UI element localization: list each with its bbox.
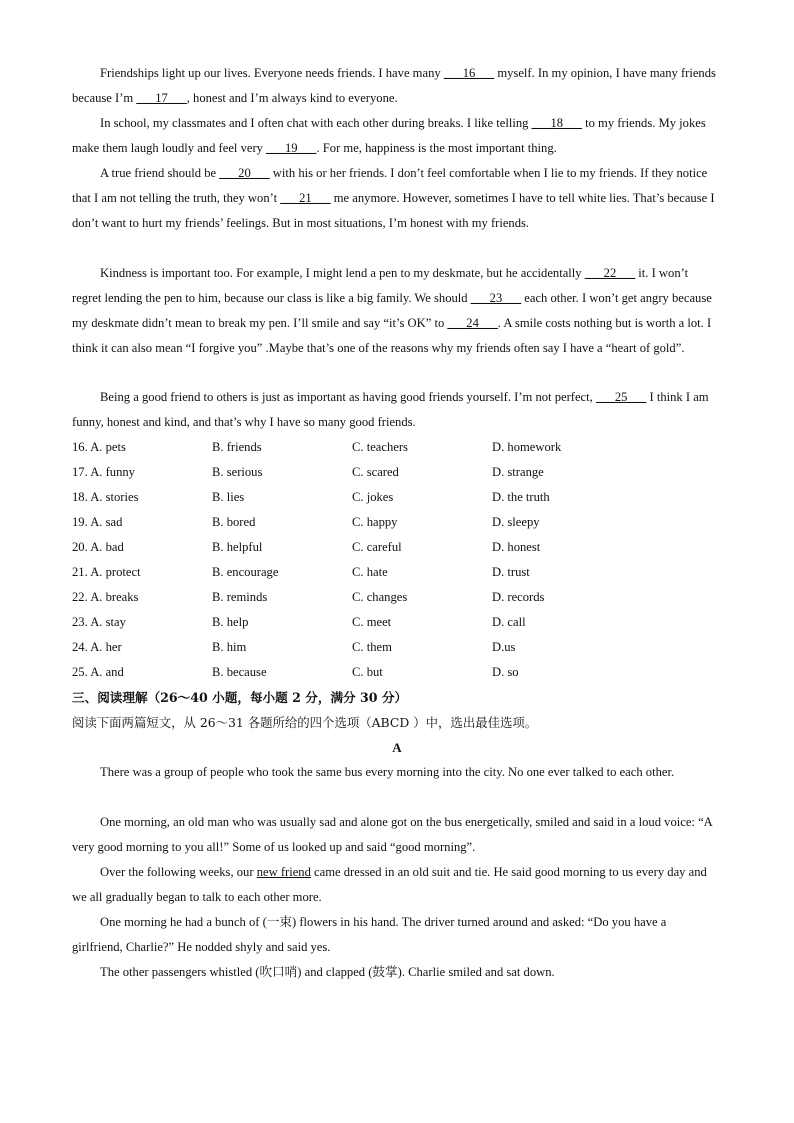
blank-19: ___19___ <box>266 141 317 155</box>
option-b: B. encourage <box>212 565 279 579</box>
text: In school, my classmates and I often chat with each other during breaks. I like telling <box>100 116 532 130</box>
option-c: C. them <box>352 640 392 654</box>
option-d: D. strange <box>492 465 544 479</box>
option-d: D. records <box>492 590 545 604</box>
option-c: C. scared <box>352 465 399 479</box>
option-d: D. the truth <box>492 490 550 504</box>
text: I think I am funny, honest and kind, and that’s why I have so many good friends. <box>72 390 709 429</box>
option-d: D. homework <box>492 440 562 454</box>
text: , honest and I’m always kind to everyone. <box>186 91 398 105</box>
option-c: C. hate <box>352 565 388 579</box>
blank-17: ___17___ <box>136 91 187 105</box>
option-b: B. friends <box>212 440 262 454</box>
option-a: 20. A. bad <box>72 540 124 554</box>
text: with his or her friends. I don’t feel comfortable when I lie to my friends. If they notice that I am not telling the truth, they won’t <box>72 166 708 205</box>
text: each other. I won’t get angry because my deskmate didn’t mean to break my pen. I’ll smile and say “it’s OK” to <box>72 291 712 330</box>
option-a: 25. A. and <box>72 665 124 679</box>
section-instruction: 阅读下面两篇短文，从 26～31 各题所给的四个选项（ABCD ）中，选出最佳选项。 <box>72 715 538 730</box>
blank-25: ___25___ <box>595 390 647 404</box>
option-d: D. call <box>492 615 526 629</box>
passage-paragraph-5 <box>72 385 720 435</box>
option-c: C. teachers <box>352 440 408 454</box>
option-d: D.us <box>492 640 516 654</box>
option-b: B. because <box>212 665 267 679</box>
option-b: B. serious <box>212 465 263 479</box>
blank-23: ___23___ <box>470 291 522 305</box>
option-a: 24. A. her <box>72 640 122 654</box>
text: Kindness is important too. For example, I might lend a pen to my deskmate, but he accidentally <box>100 266 585 280</box>
option-a: 17. A. funny <box>72 465 135 479</box>
passage-paragraph-2 <box>72 111 720 161</box>
blank-21: ___21___ <box>280 191 331 205</box>
option-a: 22. A. breaks <box>72 590 139 604</box>
text: it. I won’t regret lending the pen to him, because our class is like a big family. We should <box>72 266 689 305</box>
option-c: C. careful <box>352 540 402 554</box>
option-c: C. happy <box>352 515 398 529</box>
option-d: D. honest <box>492 540 541 554</box>
reading-paragraph-4: One morning he had a bunch of (一束) flowers in his hand. The driver turned around and asked: “Do you have a girlfriend, Charlie?” He nodded shyly and said yes. <box>72 915 667 954</box>
option-c: C. meet <box>352 615 392 629</box>
underlined-phrase: new friend <box>256 865 311 879</box>
option-a: 21. A. protect <box>72 565 141 579</box>
text: . For me, happiness is the most important thing. <box>316 141 557 155</box>
option-a: 16. A. pets <box>72 440 126 454</box>
reading-paragraph-3 <box>72 860 720 910</box>
blank-18: ___18___ <box>531 116 582 130</box>
blank-24: ___24___ <box>447 316 498 330</box>
reading-paragraph-5: The other passengers whistled (吹口哨) and clapped (鼓掌). Charlie smiled and sat down. <box>100 965 555 979</box>
blank-16: ___16___ <box>443 66 495 80</box>
text: A true friend should be <box>100 166 220 180</box>
blank-22: ___22___ <box>584 266 636 280</box>
option-d: D. trust <box>492 565 530 579</box>
passage-paragraph-4 <box>72 261 720 361</box>
option-a: 23. A. stay <box>72 615 126 629</box>
passage-paragraph-3 <box>72 161 720 236</box>
option-b: B. bored <box>212 515 256 529</box>
option-c: C. jokes <box>352 490 394 504</box>
option-b: B. reminds <box>212 590 268 604</box>
reading-paragraph-2: One morning, an old man who was usually sad and alone got on the bus energetically, smiled and said in a loud voice: “A very good morning to you all!” Some of us looked up and said “good morning”. <box>72 815 713 854</box>
text: to my friends. My jokes make them laugh loudly and feel very <box>72 116 706 155</box>
option-c: C. changes <box>352 590 408 604</box>
option-d: D. so <box>492 665 519 679</box>
text: Friendships light up our lives. Everyone needs friends. I have many <box>100 66 444 80</box>
section-heading: 三、阅读理解（26～40 小题，每小题 2 分，满分 30 分） <box>72 690 408 705</box>
text: came dressed in an old suit and tie. He said good morning to us every day and we all gradually began to talk to each other more. <box>72 865 707 904</box>
option-b: B. help <box>212 615 249 629</box>
text: Being a good friend to others is just as important as having good friends yourself. I’m not perfect, <box>100 390 596 404</box>
text: Over the following weeks, our <box>100 865 257 879</box>
text: . A smile costs nothing but is worth a lot. I think it can also mean “I forgive you” .Maybe that’s one of the reasons why my friends often say I have a “heart of gold”. <box>72 316 712 355</box>
blank-20: ___20___ <box>219 166 270 180</box>
option-a: 19. A. sad <box>72 515 123 529</box>
option-c: C. but <box>352 665 383 679</box>
option-d: D. sleepy <box>492 515 540 529</box>
text: myself. In my opinion, I have many friends because I’m <box>72 66 716 105</box>
option-b: B. lies <box>212 490 245 504</box>
passage-title: A <box>392 740 402 755</box>
option-b: B. helpful <box>212 540 263 554</box>
text: me anymore. However, sometimes I have to tell white lies. That’s because I don’t want to hurt my friends’ feelings. But in most situations, I’m honest with my friends. <box>72 191 715 230</box>
option-b: B. him <box>212 640 247 654</box>
option-a: 18. A. stories <box>72 490 139 504</box>
passage-paragraph-1 <box>72 61 720 111</box>
reading-paragraph-1: There was a group of people who took the same bus every morning into the city. No one ever talked to each other. <box>100 765 675 779</box>
